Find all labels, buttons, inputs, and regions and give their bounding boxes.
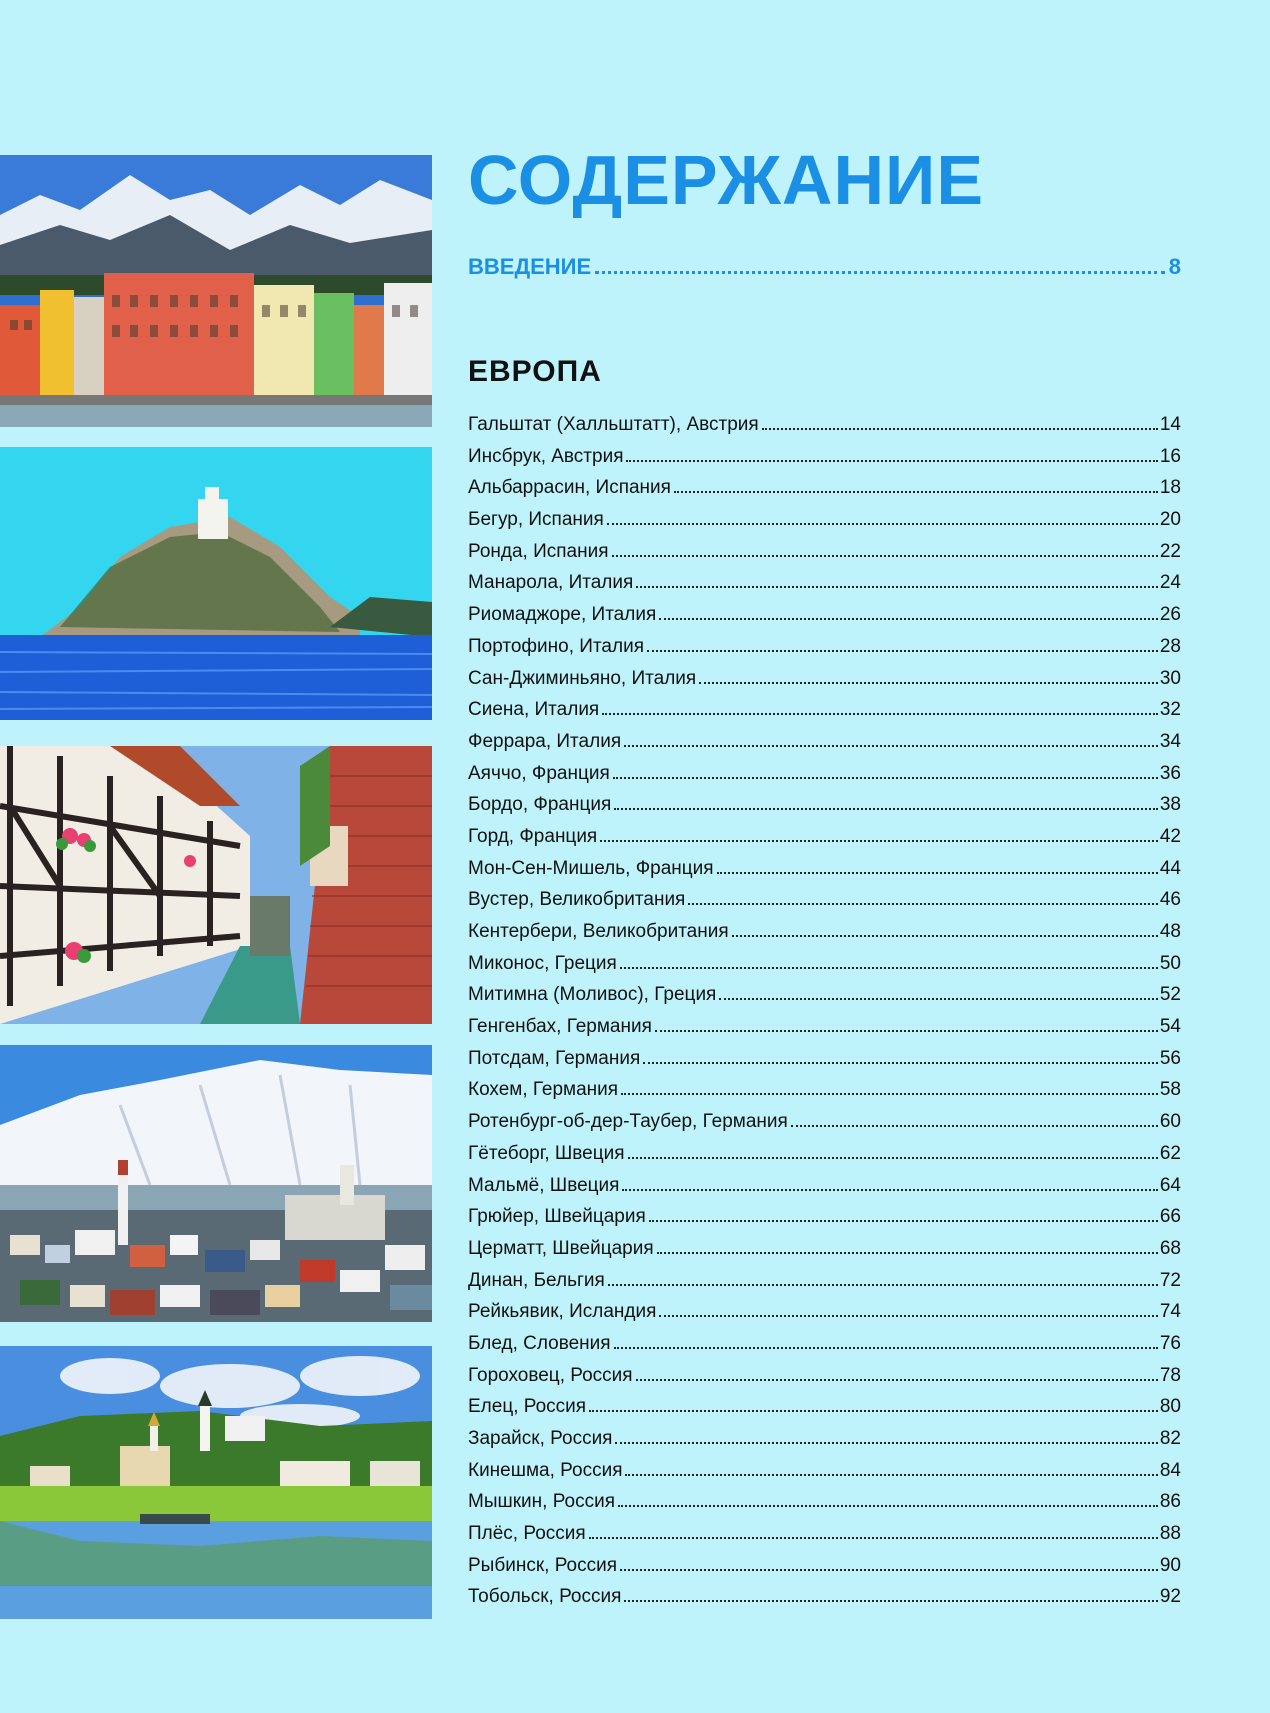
toc-entry[interactable] xyxy=(468,794,1181,826)
toc-leader-dots xyxy=(600,840,1158,842)
toc-entry[interactable] xyxy=(468,541,1181,573)
toc-entry-label: Елец, Россия xyxy=(468,1396,587,1418)
toc-leader-dots xyxy=(674,491,1158,493)
toc-entry[interactable] xyxy=(468,826,1181,858)
toc-leader-dots xyxy=(659,1315,1157,1317)
toc-leader-dots xyxy=(621,1093,1158,1095)
toc-entry-page: 78 xyxy=(1159,1364,1181,1386)
toc-leader-dots xyxy=(620,1569,1158,1571)
toc-leader-dots xyxy=(719,998,1158,1000)
toc-entry[interactable] xyxy=(468,1586,1181,1618)
toc-entry-label: Зарайск, Россия xyxy=(468,1428,613,1449)
toc-entry[interactable] xyxy=(468,1365,1181,1397)
toc-intro-entry[interactable] xyxy=(468,254,1181,280)
toc-entry[interactable] xyxy=(468,509,1181,541)
toc-intro-label: ВВЕДЕНИЕ xyxy=(468,254,592,279)
toc-leader-dots xyxy=(636,586,1158,588)
toc-entry-label: Миконос, Греция xyxy=(468,952,617,974)
photo-column xyxy=(0,0,432,1713)
toc-entry-label: Грюйер, Швейцария xyxy=(468,1206,646,1228)
toc-entry[interactable] xyxy=(468,414,1181,446)
toc-entry-label: Альбаррасин, Испания xyxy=(468,477,671,499)
toc-entry-page: 56 xyxy=(1159,1047,1181,1069)
toc-entry[interactable] xyxy=(468,1301,1181,1333)
snowy-mountain-city-photo xyxy=(0,1045,432,1322)
toc-entry[interactable] xyxy=(468,604,1181,636)
toc-entry-page: 54 xyxy=(1159,1016,1181,1038)
toc-leader-dots xyxy=(732,935,1158,937)
toc-entry[interactable] xyxy=(468,572,1181,604)
toc-entry-page: 88 xyxy=(1159,1523,1181,1545)
toc-leader-dots xyxy=(649,1220,1158,1222)
toc-entry-page: 86 xyxy=(1159,1491,1181,1513)
toc-entry[interactable] xyxy=(468,731,1181,763)
island-lighthouse-photo xyxy=(0,447,432,720)
toc-entry[interactable] xyxy=(468,1270,1181,1302)
toc-entry[interactable] xyxy=(468,921,1181,953)
toc-entry[interactable] xyxy=(468,1555,1181,1587)
toc-leader-dots xyxy=(613,777,1158,779)
toc-entry-page: 44 xyxy=(1159,857,1181,879)
toc-entry-page: 76 xyxy=(1159,1332,1181,1354)
toc-entry[interactable] xyxy=(468,1079,1181,1111)
section-title-europe: ЕВРОПА xyxy=(468,355,602,388)
toc-entry-page: 16 xyxy=(1159,445,1181,467)
toc-leader-dots xyxy=(626,460,1157,462)
toc-entry-label: Церматт, Швейцария xyxy=(468,1237,654,1259)
toc-entry-page: 62 xyxy=(1159,1142,1181,1164)
toc-entry-page: 30 xyxy=(1159,667,1181,689)
toc-entry-page: 72 xyxy=(1159,1269,1181,1291)
toc-leader-dots xyxy=(607,523,1158,525)
toc-entry[interactable] xyxy=(468,763,1181,795)
toc-entry-page: 92 xyxy=(1159,1586,1181,1608)
toc-entry[interactable] xyxy=(468,1428,1181,1460)
toc-leader-dots xyxy=(589,1410,1158,1412)
toc-entry[interactable] xyxy=(468,1175,1181,1207)
toc-leader-dots xyxy=(657,1252,1158,1254)
toc-leader-dots xyxy=(614,808,1158,810)
toc-entry-label: Динан, Бельгия xyxy=(468,1269,605,1291)
toc-entry-label: Тобольск, Россия xyxy=(468,1586,622,1608)
toc-entry-page: 66 xyxy=(1159,1206,1181,1228)
toc-entry[interactable] xyxy=(468,1523,1181,1555)
toc-entry-page: 64 xyxy=(1159,1174,1181,1196)
toc-entry-label: Гальштат (Халльштатт), Австрия xyxy=(468,414,759,435)
toc-entry[interactable] xyxy=(468,953,1181,985)
toc-entry-page: 22 xyxy=(1159,540,1181,562)
toc-leader-dots xyxy=(615,1442,1157,1444)
toc-entry[interactable] xyxy=(468,1460,1181,1492)
toc-leader-dots xyxy=(699,682,1158,684)
toc-entry-label: Гётеборг, Швеция xyxy=(468,1142,625,1164)
toc-leader-dots xyxy=(624,745,1158,747)
toc-entry-label: Кинешма, Россия xyxy=(468,1459,623,1481)
toc-entry-label: Риомаджоре, Италия xyxy=(468,604,657,626)
toc-leader-dots xyxy=(612,555,1158,557)
toc-entry[interactable] xyxy=(468,1333,1181,1365)
toc-leader-dots xyxy=(688,903,1158,905)
toc-entry-label: Манарола, Италия xyxy=(468,572,634,594)
toc-entry-label: Мальмё, Швеция xyxy=(468,1174,620,1196)
toc-list xyxy=(468,414,1181,1618)
toc-entry-label: Кохем, Германия xyxy=(468,1079,619,1101)
toc-entry-label: Аяччо, Франция xyxy=(468,762,610,784)
toc-entry-page: 28 xyxy=(1159,635,1181,657)
toc-entry[interactable] xyxy=(468,668,1181,700)
toc-entry-label: Ронда, Испания xyxy=(468,540,609,562)
toc-entry-label: Феррара, Италия xyxy=(468,730,622,752)
toc-entry-label: Гороховец, Россия xyxy=(468,1364,633,1386)
toc-entry-page: 58 xyxy=(1159,1079,1181,1101)
toc-entry-label: Рыбинск, Россия xyxy=(468,1554,617,1576)
toc-entry-page: 68 xyxy=(1159,1237,1181,1259)
toc-entry[interactable] xyxy=(468,477,1181,509)
toc-entry-label: Горд, Франция xyxy=(468,825,598,847)
toc-entry-page: 32 xyxy=(1159,699,1181,721)
toc-entry-page: 80 xyxy=(1159,1396,1181,1418)
toc-entry[interactable] xyxy=(468,446,1181,478)
toc-entry-label: Инсбрук, Австрия xyxy=(468,445,624,467)
toc-entry-label: Ротенбург-об-дер-Таубер, Германия xyxy=(468,1111,788,1133)
timber-houses-canal-photo xyxy=(0,746,432,1024)
toc-entry-label: Рейкьявик, Исландия xyxy=(468,1301,657,1323)
toc-entry-label: Мон-Сен-Мишель, Франция xyxy=(468,857,714,879)
toc-entry-label: Сан-Джиминьяно, Италия xyxy=(468,667,697,689)
toc-intro-page: 8 xyxy=(1168,254,1181,279)
toc-entry[interactable] xyxy=(468,699,1181,731)
page-title: СОДЕРЖАНИЕ xyxy=(468,141,985,219)
toc-entry-page: 24 xyxy=(1159,572,1181,594)
toc-leader-dots xyxy=(622,1189,1157,1191)
toc-entry[interactable] xyxy=(468,889,1181,921)
toc-entry-page: 18 xyxy=(1159,477,1181,499)
toc-entry-label: Блед, Словения xyxy=(468,1332,611,1354)
river-monastery-photo xyxy=(0,1346,432,1619)
toc-leader-dots xyxy=(620,967,1158,969)
toc-leader-dots xyxy=(602,713,1158,715)
toc-entry-page: 84 xyxy=(1159,1459,1181,1481)
toc-entry-label: Вустер, Великобритания xyxy=(468,889,686,911)
toc-leader-dots xyxy=(589,1537,1158,1539)
alpine-town-photo xyxy=(0,155,432,427)
toc-entry-label: Плёс, Россия xyxy=(468,1523,586,1545)
toc-leader-dots xyxy=(636,1379,1158,1381)
toc-entry-label: Бордо, Франция xyxy=(468,794,612,816)
toc-entry[interactable] xyxy=(468,984,1181,1016)
toc-entry-label: Бегур, Испания xyxy=(468,509,604,531)
toc-leader-dots xyxy=(625,1474,1157,1476)
toc-entry[interactable] xyxy=(468,1238,1181,1270)
toc-entry-page: 38 xyxy=(1159,794,1181,816)
toc-entry-page: 26 xyxy=(1159,604,1181,626)
toc-leader-dots xyxy=(608,1284,1158,1286)
toc-entry-page: 74 xyxy=(1159,1301,1181,1323)
toc-entry-page: 46 xyxy=(1159,889,1181,911)
toc-entry-label: Кентербери, Великобритания xyxy=(468,921,729,942)
toc-entry-page: 14 xyxy=(1159,414,1181,435)
toc-leader-dots xyxy=(624,1600,1157,1602)
toc-entry-page: 42 xyxy=(1159,825,1181,847)
toc-entry-label: Потсдам, Германия xyxy=(468,1047,641,1069)
toc-entry[interactable] xyxy=(468,1016,1181,1048)
toc-leader-dots xyxy=(614,1347,1158,1349)
toc-entry[interactable] xyxy=(468,636,1181,668)
toc-leader-dots xyxy=(762,428,1158,430)
toc-entry-label: Мышкин, Россия xyxy=(468,1491,616,1513)
toc-entry[interactable] xyxy=(468,1396,1181,1428)
toc-entry-label: Митимна (Моливос), Греция xyxy=(468,984,717,1006)
toc-entry-label: Генгенбах, Германия xyxy=(468,1016,652,1038)
toc-entry-page: 60 xyxy=(1159,1111,1181,1133)
toc-entry[interactable] xyxy=(468,1048,1181,1080)
toc-leader-dots xyxy=(655,1030,1158,1032)
toc-leader-dots xyxy=(717,872,1158,874)
toc-entry[interactable] xyxy=(468,1206,1181,1238)
toc-entry-page: 52 xyxy=(1159,984,1181,1006)
toc-leader-dots xyxy=(647,650,1158,652)
toc-entry[interactable] xyxy=(468,1143,1181,1175)
toc-entry-page: 36 xyxy=(1159,762,1181,784)
toc-entry-page: 50 xyxy=(1159,952,1181,974)
toc-leader-dots xyxy=(628,1157,1158,1159)
toc-leader-dots xyxy=(643,1062,1158,1064)
toc-leader-dots xyxy=(791,1125,1158,1127)
toc-entry[interactable] xyxy=(468,858,1181,890)
toc-entry-page: 82 xyxy=(1159,1428,1181,1449)
toc-leader-dots xyxy=(659,618,1158,620)
toc-entry-label: Сиена, Италия xyxy=(468,699,600,721)
toc-entry-label: Портофино, Италия xyxy=(468,635,644,657)
toc-entry[interactable] xyxy=(468,1491,1181,1523)
toc-entry-page: 48 xyxy=(1159,921,1181,942)
toc-entry-page: 90 xyxy=(1159,1554,1181,1576)
toc-leader-dots xyxy=(595,271,1165,274)
toc-entry[interactable] xyxy=(468,1111,1181,1143)
toc-entry-page: 20 xyxy=(1159,509,1181,531)
toc-leader-dots xyxy=(618,1505,1158,1507)
toc-entry-page: 34 xyxy=(1159,730,1181,752)
